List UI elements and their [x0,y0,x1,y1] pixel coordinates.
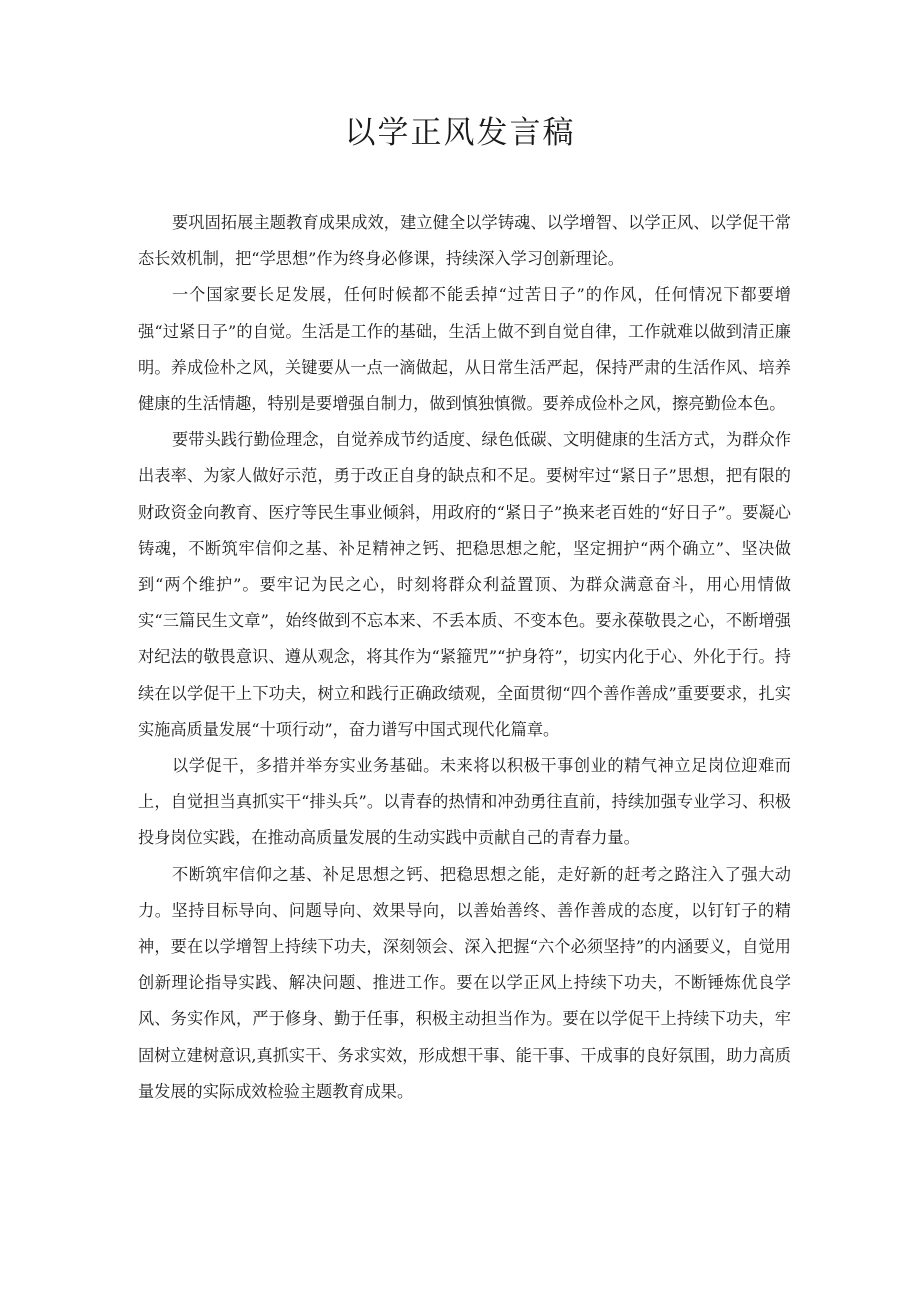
paragraph-5: 不断筑牢信仰之基、补足思想之钙、把稳思想之能，走好新的赶考之路注入了强大动力。坚持目标导向、问题导向、效果导向，以善始善终、善作善成的态度，以钉钉子的精神，要在以学增智上持续下功夫，深刻领会、深入把握“六个必须坚持”的内涵要义，自觉用创新理论指导实践、解决问题、推进工作。要在以学正风上持续下功夫，不断锤炼优良学风、务实作风，严于修身、勤于任事，积极主动担当作为。要在以学促干上持续下功夫，牢固树立建树意识,真抓实干、务求实效，形成想干事、能干事、干成事的良好氛围，助力高质量发展的实际成效检验主题教育成果。 [138,864,791,1101]
paragraph-2: 一个国家要长足发展，任何时候都不能丢掉“过苦日子”的作风，任何情况下都要增强“过紧日子”的自觉。生活是工作的基础，生活上做不到自觉自律，工作就难以做到清正廉明。养成俭朴之风，关键要从一点一滴做起，从日常生活严起，保持严肃的生活作风、培养健康的生活情趣，特别是要增强自制力，做到慎独慎微。要养成俭朴之风，擦亮勤俭本色。 [138,285,791,414]
document-body [138,205,791,1110]
document-title: 以学正风发言稿 [344,115,576,151]
paragraph-3: 要带头践行勤俭理念，自觉养成节约适度、绿色低碳、文明健康的生活方式，为群众作出表率、为家人做好示范，勇于改正自身的缺点和不足。要树牢过“紧日子”思想，把有限的财政资金向教育、医疗等民生事业倾斜，用政府的“紧日子”换来老百姓的“好日子”。要凝心铸魂，不断筑牢信仰之基、补足精神之钙、把稳思想之舵，坚定拥护“两个确立”、坚决做到“两个维护”。要牢记为民之心，时刻将群众利益置顶、为群众满意奋斗，用心用情做实“三篇民生文章”，始终做到不忘本来、不丢本质、不变本色。要永葆敬畏之心，不断增强对纪法的敬畏意识、遵从观念，将其作为“紧箍咒”“护身符”，切实内化于心、外化于行。持续在以学促干上下功夫，树立和践行正确政绩观，全面贯彻“四个善作善成”重要要求，扎实实施高质量发展“十项行动”，奋力谱写中国式现代化篇章。 [138,430,791,739]
paragraph-1: 要巩固拓展主题教育成果成效，建立健全以学铸魂、以学增智、以学正风、以学促干常态长效机制，把“学思想”作为终身必修课，持续深入学习创新理论。 [138,213,791,269]
paragraph-4: 以学促干，多措并举夯实业务基础。未来将以积极干事创业的精气神立足岗位迎难而上，自觉担当真抓实干“排头兵”。以青春的热情和冲劲勇往直前，持续加强专业学习、积极投身岗位实践，在推动高质量发展的生动实践中贡献自己的青春力量。 [138,756,791,848]
